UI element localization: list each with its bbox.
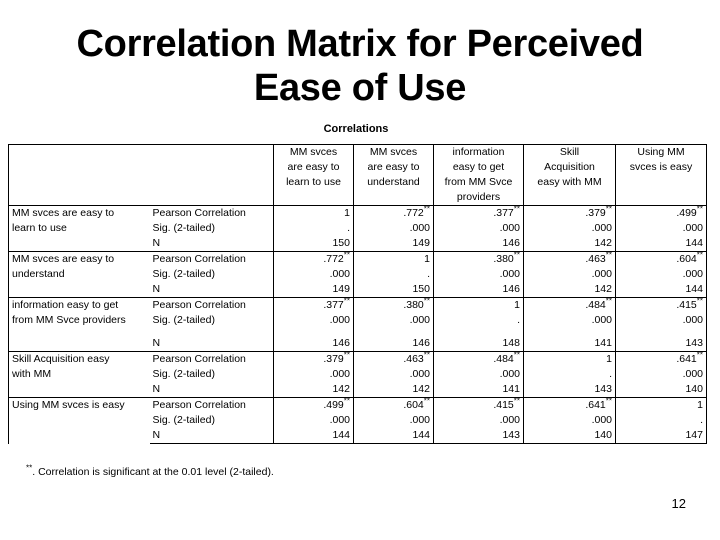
cell-value: 143 [685, 337, 703, 349]
value-cell [524, 313, 616, 328]
value-cell [524, 298, 616, 314]
value-cell [434, 221, 524, 236]
cell-value: .000 [409, 314, 430, 326]
cell-value: .377 [323, 299, 344, 311]
significance-marker: ** [423, 204, 430, 214]
variable-label [9, 352, 150, 398]
column-header-line: learn to use [286, 176, 341, 188]
value-cell [434, 252, 524, 268]
cell-value: .772 [323, 253, 344, 265]
value-cell [434, 206, 524, 222]
cell-value: .772 [403, 207, 424, 219]
column-header-line: MM svces [289, 146, 338, 158]
column-header-line: easy to get [452, 161, 505, 173]
significance-marker: ** [343, 250, 350, 260]
cell-value: 141 [502, 383, 520, 395]
table-caption: Correlations [323, 123, 389, 135]
value-cell [524, 282, 616, 298]
spacer-cell [434, 328, 524, 336]
value-cell [434, 236, 524, 252]
variable-label-line: understand [12, 268, 65, 280]
value-cell [354, 267, 434, 282]
variable-label-line: from MM Svce providers [12, 314, 126, 326]
variable-label-line: information easy to get [12, 299, 119, 311]
cell-value: .000 [499, 222, 520, 234]
value-cell [274, 336, 354, 352]
cell-value: .380 [403, 299, 424, 311]
variable-label [9, 252, 150, 298]
value-cell [354, 352, 434, 368]
value-cell [434, 298, 524, 314]
value-cell [524, 367, 616, 382]
column-header-line: from MM Svce [444, 176, 513, 188]
cell-value: 149 [332, 283, 350, 295]
cell-value: .000 [329, 368, 350, 380]
value-cell [616, 336, 707, 352]
cell-value: .484 [585, 299, 606, 311]
value-cell [524, 267, 616, 282]
value-cell [434, 413, 524, 428]
table-row [9, 352, 707, 368]
table-row [9, 398, 707, 414]
value-cell [616, 252, 707, 268]
cell-value: .000 [591, 314, 612, 326]
value-cell [524, 428, 616, 444]
value-cell [524, 382, 616, 398]
cell-value: .463 [403, 353, 424, 365]
statistic-label: Pearson Correlation [150, 252, 274, 268]
cell-value: .000 [682, 368, 703, 380]
cell-value: .000 [591, 414, 612, 426]
cell-value: . [700, 414, 703, 426]
cell-value: .000 [329, 268, 350, 280]
cell-value: 146 [502, 237, 520, 249]
cell-value: 143 [594, 383, 612, 395]
variable-label-line: MM svces are easy to [12, 207, 115, 219]
value-cell [354, 298, 434, 314]
value-cell [524, 236, 616, 252]
value-cell [274, 428, 354, 444]
value-cell [616, 313, 707, 328]
value-cell [274, 367, 354, 382]
cell-value: .604 [676, 253, 697, 265]
value-cell [616, 428, 707, 444]
cell-value: .000 [591, 222, 612, 234]
slide-title [0, 22, 720, 110]
value-cell [274, 206, 354, 222]
value-cell [354, 252, 434, 268]
table-body [9, 206, 707, 444]
significance-marker: ** [343, 350, 350, 360]
cell-value: .379 [323, 353, 344, 365]
column-header-line: easy with MM [537, 176, 602, 188]
cell-value: 1 [514, 299, 520, 311]
value-cell [524, 252, 616, 268]
cell-value: 140 [594, 429, 612, 441]
value-cell [616, 221, 707, 236]
footnote [26, 463, 274, 478]
significance-marker: ** [605, 296, 612, 306]
column-header [354, 145, 434, 206]
cell-value: .463 [585, 253, 606, 265]
column-header [616, 145, 707, 206]
value-cell [274, 282, 354, 298]
slide-title-line-1: Correlation Matrix for Perceived [76, 23, 644, 65]
cell-value: .000 [682, 268, 703, 280]
value-cell [616, 298, 707, 314]
cell-value: . [609, 368, 612, 380]
cell-value: 142 [594, 237, 612, 249]
value-cell [354, 336, 434, 352]
cell-value: .000 [409, 222, 430, 234]
statistic-label: Pearson Correlation [150, 398, 274, 414]
cell-value: 146 [412, 337, 430, 349]
significance-marker: ** [696, 250, 703, 260]
value-cell [434, 367, 524, 382]
cell-value: .641 [676, 353, 697, 365]
spacer-cell [150, 328, 274, 336]
value-cell [434, 313, 524, 328]
value-cell [524, 398, 616, 414]
cell-value: .000 [499, 368, 520, 380]
column-header-line: Skill [559, 146, 580, 158]
cell-value: 1 [424, 253, 430, 265]
cell-value: .000 [499, 268, 520, 280]
value-cell [434, 382, 524, 398]
column-header [524, 145, 616, 206]
statistic-label: N [150, 428, 274, 444]
cell-value: 144 [685, 237, 703, 249]
page-number: 12 [671, 496, 686, 511]
value-cell [274, 236, 354, 252]
value-cell [524, 221, 616, 236]
value-cell [616, 413, 707, 428]
significance-marker: ** [696, 204, 703, 214]
significance-marker: ** [513, 350, 520, 360]
value-cell [434, 352, 524, 368]
cell-value: .000 [682, 222, 703, 234]
cell-value: . [427, 268, 430, 280]
slide-title-line-2: Ease of Use [253, 67, 467, 109]
footnote-marker: ** [26, 463, 33, 473]
cell-value: .415 [493, 399, 514, 411]
spacer-cell [524, 328, 616, 336]
value-cell [354, 221, 434, 236]
significance-marker: ** [696, 350, 703, 360]
value-cell [616, 206, 707, 222]
value-cell [274, 298, 354, 314]
statistic-label: Pearson Correlation [150, 298, 274, 314]
significance-marker: ** [605, 396, 612, 406]
value-cell [434, 267, 524, 282]
cell-value: . [517, 314, 520, 326]
value-cell [616, 267, 707, 282]
value-cell [354, 206, 434, 222]
statistic-label: Sig. (2-tailed) [152, 414, 215, 426]
cell-value: 146 [502, 283, 520, 295]
column-header-line: Acquisition [544, 161, 595, 173]
value-cell [616, 382, 707, 398]
value-cell [354, 428, 434, 444]
value-cell [616, 236, 707, 252]
column-header [434, 145, 524, 206]
variable-label-line: Skill Acquisition easy [12, 353, 110, 365]
statistic-label: Sig. (2-tailed) [152, 314, 215, 326]
statistic-label: N [152, 237, 161, 249]
cell-value: .000 [591, 268, 612, 280]
spacer-cell [274, 328, 354, 336]
value-cell [274, 252, 354, 268]
footnote-text: . Correlation is significant at the 0.01 level (2-tailed). [32, 466, 274, 478]
column-header [274, 145, 354, 206]
significance-marker: ** [513, 250, 520, 260]
cell-value: .000 [499, 414, 520, 426]
value-cell [434, 398, 524, 414]
spacer-cell [616, 328, 707, 336]
table-row [9, 206, 707, 222]
statistic-label: Sig. (2-tailed) [152, 222, 215, 234]
variable-label-line: learn to use [12, 222, 67, 234]
variable-label-line: Using MM svces is easy [12, 399, 125, 411]
cell-value: .000 [409, 414, 430, 426]
value-cell [524, 206, 616, 222]
cell-value: .000 [329, 414, 350, 426]
value-cell [354, 382, 434, 398]
cell-value: .000 [329, 314, 350, 326]
value-cell [274, 382, 354, 398]
value-cell [524, 352, 616, 368]
significance-marker: ** [696, 296, 703, 306]
value-cell [616, 282, 707, 298]
cell-value: .377 [493, 207, 514, 219]
value-cell [274, 221, 354, 236]
cell-value: .415 [676, 299, 697, 311]
cell-value: 1 [697, 399, 703, 411]
value-cell [274, 267, 354, 282]
value-cell [354, 367, 434, 382]
significance-marker: ** [343, 396, 350, 406]
cell-value: 146 [332, 337, 350, 349]
header-blank-cell [9, 145, 274, 206]
cell-value: 144 [412, 429, 430, 441]
cell-value: 144 [685, 283, 703, 295]
cell-value: 142 [332, 383, 350, 395]
value-cell [434, 428, 524, 444]
value-cell [354, 313, 434, 328]
value-cell [616, 367, 707, 382]
cell-value: 1 [344, 207, 350, 219]
value-cell [354, 282, 434, 298]
cell-value: 142 [594, 283, 612, 295]
statistic-label: N [152, 283, 161, 295]
significance-marker: ** [423, 350, 430, 360]
significance-marker: ** [513, 204, 520, 214]
table-row [9, 298, 707, 314]
cell-value: .484 [493, 353, 514, 365]
cell-value: . [347, 222, 350, 234]
variable-label [9, 206, 150, 252]
column-header-line: svces is easy [629, 161, 693, 173]
value-cell [274, 352, 354, 368]
variable-label [9, 398, 150, 444]
cell-value: .000 [682, 314, 703, 326]
value-cell [274, 413, 354, 428]
cell-value: 148 [502, 337, 520, 349]
correlation-table [8, 144, 707, 444]
cell-value: .000 [409, 368, 430, 380]
value-cell [616, 352, 707, 368]
value-cell [434, 282, 524, 298]
cell-value: 143 [502, 429, 520, 441]
cell-value: .380 [493, 253, 514, 265]
cell-value: .604 [403, 399, 424, 411]
column-header-line: Using MM [637, 146, 685, 158]
cell-value: 141 [594, 337, 612, 349]
statistic-label: Sig. (2-tailed) [152, 368, 215, 380]
significance-marker: ** [423, 396, 430, 406]
significance-marker: ** [513, 396, 520, 406]
statistic-label: N [152, 383, 161, 395]
significance-marker: ** [423, 296, 430, 306]
variable-label [9, 298, 150, 352]
column-header-line: MM svces [369, 146, 418, 158]
value-cell [434, 336, 524, 352]
statistic-label: Sig. (2-tailed) [152, 268, 215, 280]
statistic-label: N [152, 337, 161, 349]
column-header-line: providers [456, 191, 501, 203]
cell-value: 147 [685, 429, 703, 441]
column-header-line: understand [367, 176, 420, 188]
significance-marker: ** [605, 250, 612, 260]
value-cell [274, 398, 354, 414]
significance-marker: ** [605, 204, 612, 214]
statistic-label: Pearson Correlation [150, 352, 274, 368]
cell-value: .499 [676, 207, 697, 219]
value-cell [274, 313, 354, 328]
column-header-line: information [452, 146, 505, 158]
cell-value: .379 [585, 207, 606, 219]
value-cell [354, 398, 434, 414]
spacer-cell [354, 328, 434, 336]
table-header-row [9, 145, 707, 206]
value-cell [354, 413, 434, 428]
statistic-label: Pearson Correlation [150, 206, 274, 222]
value-cell [616, 398, 707, 414]
cell-value: 1 [606, 353, 612, 365]
table-row [9, 252, 707, 268]
column-header-line: are easy to [367, 161, 420, 173]
column-header-line: are easy to [287, 161, 340, 173]
cell-value: .499 [323, 399, 344, 411]
cell-value: 142 [412, 383, 430, 395]
cell-value: .641 [585, 399, 606, 411]
variable-label-line: with MM [12, 368, 52, 380]
value-cell [354, 236, 434, 252]
cell-value: 150 [332, 237, 350, 249]
cell-value: 149 [412, 237, 430, 249]
cell-value: 150 [412, 283, 430, 295]
cell-value: 144 [332, 429, 350, 441]
value-cell [524, 336, 616, 352]
significance-marker: ** [343, 296, 350, 306]
cell-value: 140 [685, 383, 703, 395]
variable-label-line: MM svces are easy to [12, 253, 115, 265]
value-cell [524, 413, 616, 428]
